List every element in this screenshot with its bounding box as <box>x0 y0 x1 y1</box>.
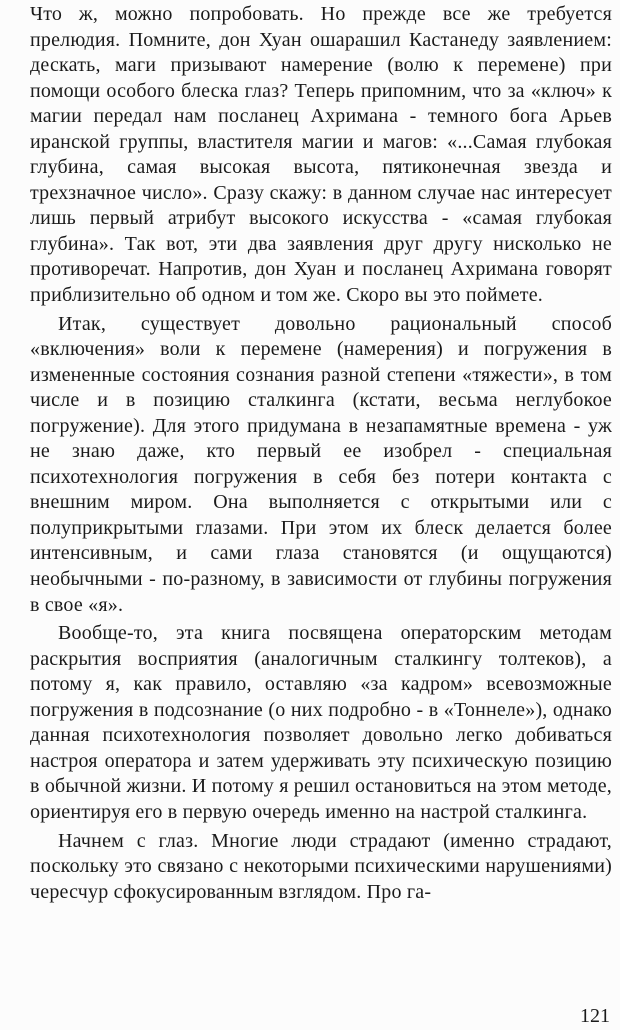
paragraph-2: Итак, существует довольно рациональный способ «включения» воли к перемене (намерения) и погружения в измененные состояния сознания разной степени «тяжести», в том числе и в позицию сталкинга (кстати, весьма неглубокое погружение). Для этого придумана в незапамятные времена - уж не знаю даже, кто первый ее изобрел - специальная психотехнология погружения в себя без потери контакта с внешним миром. Она выполняется с открытыми или с полуприкрытыми глазами. При этом их блеск делается более интенсивным, и сами глаза становятся (и ощущаются) необычными - по-разному, в зависимости от глубины погружения в свое «я». <box>30 312 612 616</box>
paragraph-3: Вообще-то, эта книга посвящена операторским методам раскрытия восприятия (аналогичным сталкингу толтеков), а потому я, как правило, оставляю «за кадром» всевозможные погружения в подсознание (о них подробно - в «Тоннеле»), однако данная психотехнология позволяет довольно легко добиваться настроя оператора и затем удерживать эту психическую позицию в обычной жизни. И потому я решил остановиться на этом методе, ориентируя его в первую очередь именно на настрой сталкинга. <box>30 622 612 823</box>
body-text <box>30 2 612 905</box>
paragraph-1: Что ж, можно попробовать. Но прежде все же требуется прелюдия. Помните, дон Хуан ошарашил Кастанеду заявлением: дескать, маги призывают намерение (волю к перемене) при помощи особого блеска глаз? Теперь припомним, что за «ключ» к магии передал нам посланец Ахримана - темного бога Арьев иранской группы, властителя магии и магов: «...Самая глубокая глубина, самая высокая высота, пятиконечная звезда и трехзначное число». Сразу скажу: в данном случае нас интересует лишь первый атрибут высокого искусства - «самая глубокая глубина». Так вот, эти два заявления друг другу нисколько не противоречат. Напротив, дон Хуан и посланец Ахримана говорят приблизительно об одном и том же. Скоро вы это поймете. <box>30 3 612 307</box>
paragraph-4: Начнем с глаз. Многие люди страдают (именно страдают, поскольку это связано с некоторыми психическими нарушениями) чересчур сфокусированным взглядом. Про га- <box>30 829 612 903</box>
page-number: 121 <box>580 1005 610 1027</box>
